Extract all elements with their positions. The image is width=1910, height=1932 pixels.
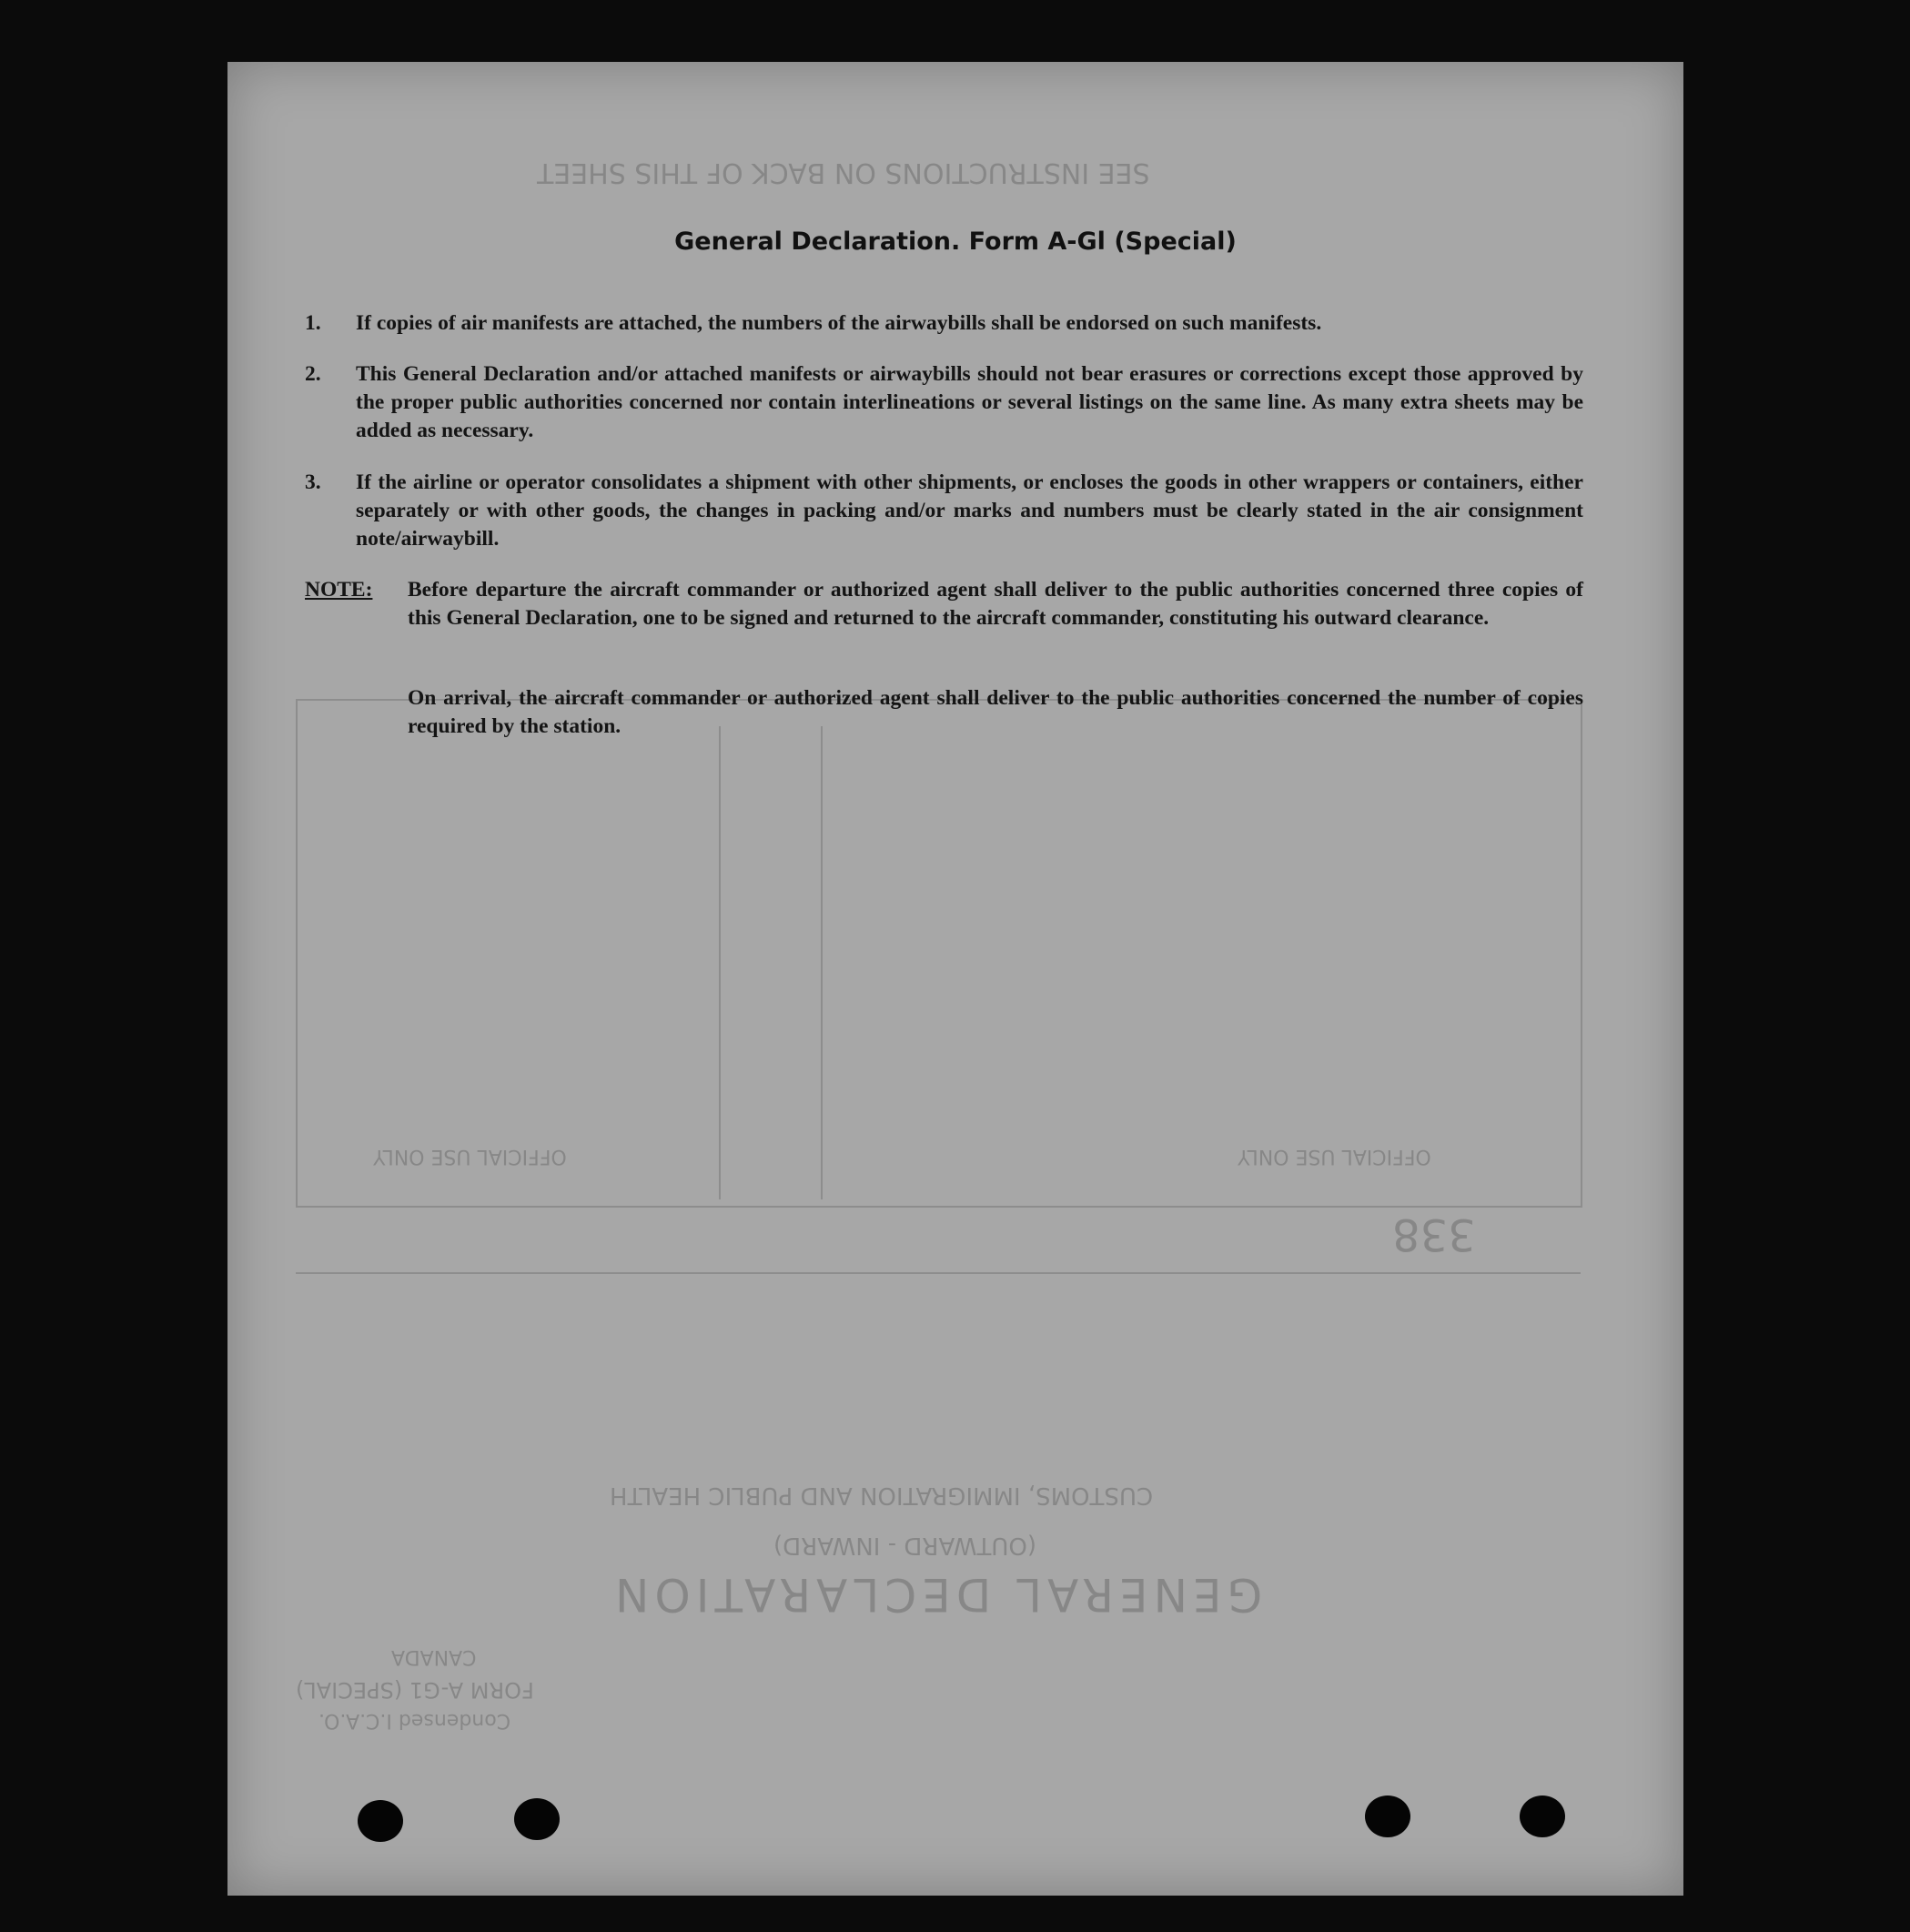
note-block-2 (305, 684, 1583, 741)
bleed-instructions-line: SEE INSTRUCTIONS ON BACK OF THIS SHEET (537, 157, 1150, 188)
page-title: General Declaration. Form A-Gl (Special) (674, 228, 1237, 256)
bleed-official-right: OFFICIAL USE ONLY (1238, 1145, 1431, 1168)
bleed-form-icao: Condensed I.C.A.O. (318, 1709, 511, 1732)
bleed-number: 338 (1392, 1209, 1476, 1259)
binder-hole-2 (514, 1798, 560, 1840)
item-text: If copies of air manifests are attached, the numbers of the airwaybills shall be endorsed on such manifests. (356, 311, 1322, 335)
declaration-instructions (227, 62, 1683, 1896)
document-sheet (227, 62, 1683, 1896)
item-number: 1. (305, 311, 321, 335)
bleed-form-canada: CANADA (391, 1645, 477, 1668)
note-paragraph-2: On arrival, the aircraft commander or authorized agent shall deliver to the public authorities concerned the number of copies required by the station. (408, 686, 1583, 738)
item-number: 2. (305, 362, 321, 386)
bleed-form-id: FORM A-G1 (SPECIAL) (296, 1677, 534, 1703)
note-label: NOTE: (305, 578, 373, 602)
binder-hole-3 (1365, 1795, 1410, 1837)
instruction-item-1 (305, 309, 1583, 338)
instruction-item-2 (305, 360, 1583, 445)
binder-hole-1 (358, 1800, 403, 1842)
item-text: If the airline or operator consolidates a shipment with other shipments, or encloses the goods in other wrappers or containers, either separately or with other goods, the changes in packing and/or marks and numbers must be clearly stated in the air consignment note/airwaybill. (356, 470, 1583, 551)
note-block (305, 576, 1583, 632)
bleed-subheading: (OUTWARD - INWARD) (773, 1532, 1037, 1559)
note-paragraph-1: Before departure the aircraft commander or authorized agent shall deliver to the public authorities concerned three copies of this General Declaration, one to be signed and returned to the aircraft commander, constituting his outward clearance. (408, 578, 1583, 630)
item-text: This General Declaration and/or attached manifests or airwaybills should not bear erasures or corrections except those approved by the proper public authorities concerned nor contain interlineations or several listings on the same line. As many extra sheets may be added as necessary. (356, 362, 1583, 442)
bleed-services: CUSTOMS, IMMIGRATION AND PUBLIC HEALTH (610, 1482, 1154, 1509)
bleed-heading: GENERAL DECLARATION (610, 1568, 1263, 1621)
item-number: 3. (305, 470, 321, 494)
bleed-official-left: OFFICIAL USE ONLY (373, 1145, 567, 1168)
binder-hole-4 (1520, 1795, 1565, 1837)
instruction-item-3 (305, 469, 1583, 553)
